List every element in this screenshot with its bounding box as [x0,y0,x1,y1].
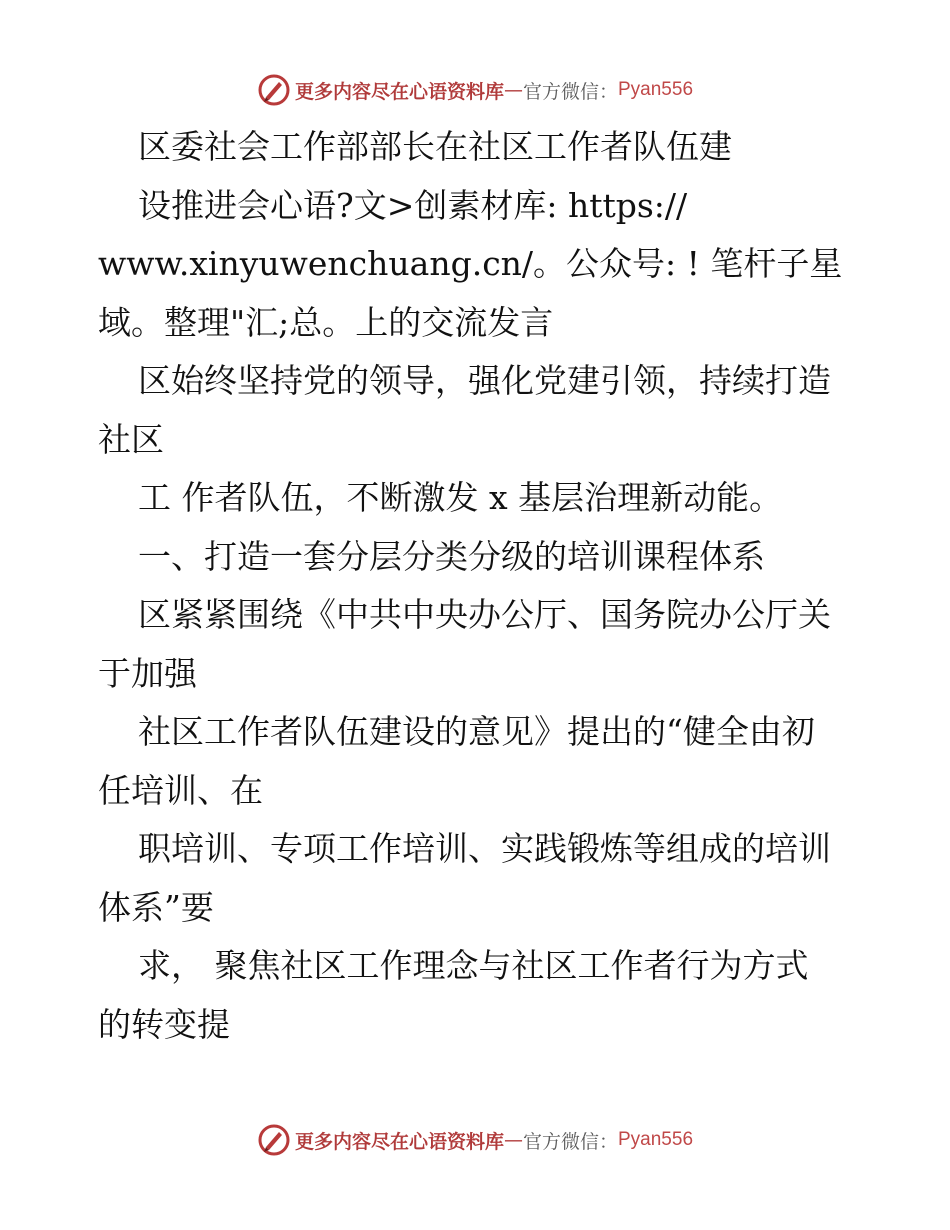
pen-logo-icon [257,1123,291,1157]
text-line: 社区 [98,419,164,459]
header-banner [0,70,950,110]
text-line: 一、打造一套分层分类分级的培训课程体系 [138,536,765,576]
banner-dash: — [503,79,523,101]
text-line: 于加强 [98,653,197,693]
banner-dash: — [503,1129,523,1151]
text-line: 区始终坚持党的领导，强化党建引领，持续打造 [138,361,831,400]
text-line: 求， 聚焦社区工作理念与社区工作者行为方式 [138,946,809,985]
text-line: 任培训、在 [98,770,263,810]
banner-wechat-label: 官方微信： [522,80,618,103]
footer-banner [0,1120,950,1160]
text-line: 社区工作者队伍建设的意见》提出的“健全由初 [138,712,815,751]
text-line: 的转变提 [98,1004,230,1044]
banner-wechat-label: 官方微信： [522,1130,618,1153]
pen-logo-icon [257,73,291,107]
text-line: 工 作者队伍，不断激发 x 基层治理新动能。 [138,478,783,517]
text-line: 设推进会心语?文>创素材库: https:// [138,185,688,225]
text-line: 区紧紧围绕《中共中央办公厅、国务院办公厅关 [138,595,831,634]
banner-wechat-id: Pyan556 [618,1129,694,1150]
banner-wechat-id: Pyan556 [618,79,694,100]
text-line: www.xinyuwenchuang.cn/。公众号: ! 笔杆子星 [98,244,843,283]
banner-main-text: 更多内容尽在心语资料库 [294,1130,504,1153]
text-line: 域。整理"汇;总。上的交流发言 [98,302,554,342]
text-line: 区委社会工作部部长在社区工作者队伍建 [138,127,732,166]
banner-main-text: 更多内容尽在心语资料库 [294,80,504,103]
text-line: 职培训、专项工作培训、实践锻炼等组成的培训 [138,829,831,868]
document-body [98,118,858,1054]
text-line: 体系”要 [98,887,214,927]
